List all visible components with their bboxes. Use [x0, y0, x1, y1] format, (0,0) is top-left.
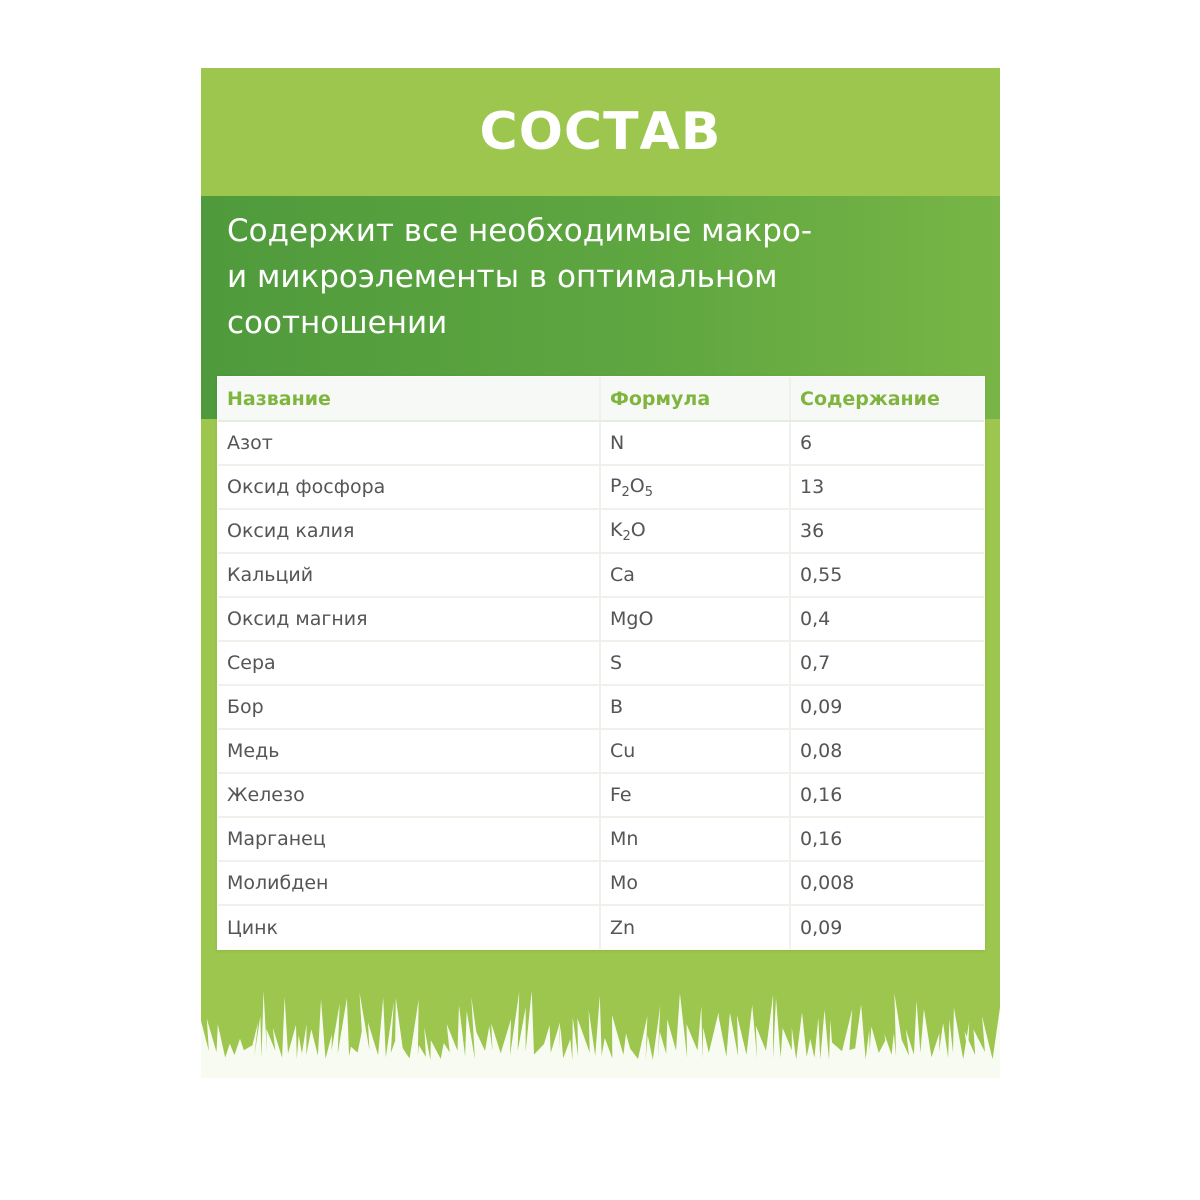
cell-name: Молибден	[218, 861, 600, 905]
formula-symbol: O	[630, 518, 646, 541]
cell-name: Медь	[218, 729, 600, 773]
formula-symbol: Cu	[610, 740, 636, 762]
table-row	[218, 905, 984, 949]
cell-formula	[600, 861, 790, 905]
cell-name: Марганец	[218, 817, 600, 861]
subtitle-text	[227, 208, 967, 346]
table-header-row	[218, 377, 984, 421]
composition-table-container	[217, 376, 985, 950]
cell-formula	[600, 817, 790, 861]
subtitle-line: Содержит все необходимые макро-	[227, 213, 813, 249]
composition-table	[218, 377, 984, 949]
grass-blades	[201, 991, 1000, 1078]
cell-formula	[600, 421, 790, 465]
table-row	[218, 685, 984, 729]
table-row	[218, 729, 984, 773]
cell-name: Железо	[218, 773, 600, 817]
cell-content: 0,7	[790, 641, 984, 685]
cell-formula	[600, 773, 790, 817]
table-row	[218, 597, 984, 641]
cell-content: 0,09	[800, 916, 843, 939]
grass-silhouette-icon	[201, 988, 1000, 1078]
formula-symbol: B	[610, 696, 624, 718]
table-row	[218, 817, 984, 861]
cell-name: Оксид магния	[218, 597, 600, 641]
cell-formula	[600, 905, 790, 949]
formula-symbol: Mn	[610, 828, 639, 850]
subtitle-line: и микроэлементы в оптимальном	[227, 259, 778, 295]
cell-content: 13	[790, 465, 984, 509]
cell-content: 0,16	[790, 817, 984, 861]
cell-name: Сера	[218, 641, 600, 685]
header-content: Содержание	[790, 377, 984, 421]
cell-name: Цинк	[218, 905, 600, 949]
cell-name: Азот	[218, 421, 600, 465]
cell-content: 0,55	[790, 553, 984, 597]
cell-content: 36	[790, 509, 984, 553]
formula-symbol: MgO	[610, 608, 654, 630]
header-name: Название	[218, 377, 600, 421]
formula-subscript: 5	[644, 484, 653, 500]
table-row	[218, 421, 984, 465]
formula-symbol: Ca	[610, 564, 635, 586]
cell-name: Оксид калия	[218, 509, 600, 553]
formula-subscript: 2	[622, 528, 631, 544]
cell-content: 0,4	[790, 597, 984, 641]
cell-content: 0,08	[790, 729, 984, 773]
formula-symbol: K	[610, 518, 623, 541]
table-body	[218, 421, 984, 949]
cell-name: Кальций	[218, 553, 600, 597]
cell-formula	[600, 641, 790, 685]
cell-content: 0,008	[790, 861, 984, 905]
header-formula: Формула	[600, 377, 790, 421]
cell-formula	[600, 729, 790, 773]
composition-card	[201, 68, 1000, 1078]
table-row	[218, 861, 984, 905]
formula-symbol: Zn	[610, 916, 636, 939]
formula-symbol: P	[610, 474, 622, 497]
page-title: СОСТАВ	[479, 102, 722, 162]
cell-formula	[600, 553, 790, 597]
formula-subscript: 2	[621, 484, 630, 500]
cell-formula	[600, 685, 790, 729]
cell-formula	[600, 597, 790, 641]
cell-formula	[600, 509, 790, 553]
cell-content: 0,09	[790, 685, 984, 729]
formula-symbol: Mo	[610, 872, 639, 894]
subtitle-line: соотношении	[227, 305, 448, 341]
cell-content: 6	[790, 421, 984, 465]
table-row	[218, 773, 984, 817]
cell-content: 0,16	[790, 773, 984, 817]
cell-name: Оксид фосфора	[218, 465, 600, 509]
table-row	[218, 509, 984, 553]
cell-formula	[600, 465, 790, 509]
table-row	[218, 465, 984, 509]
formula-symbol: Fe	[610, 784, 632, 806]
formula-symbol: S	[610, 652, 623, 674]
table-row	[218, 641, 984, 685]
formula-symbol: N	[610, 432, 625, 454]
formula-symbol: O	[629, 474, 645, 497]
table-row	[218, 553, 984, 597]
cell-name: Бор	[218, 685, 600, 729]
